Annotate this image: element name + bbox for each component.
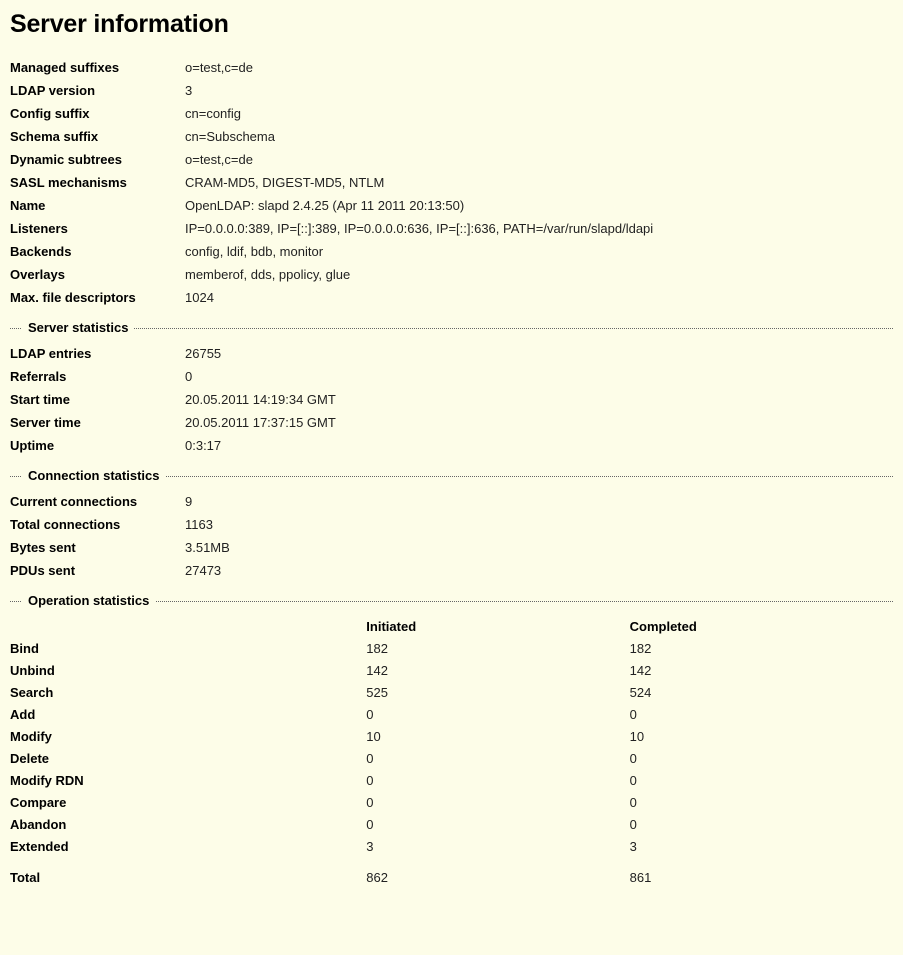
row-value: 0:3:17 xyxy=(185,438,222,453)
row-value: CRAM-MD5, DIGEST-MD5, NTLM xyxy=(185,175,385,190)
table-row xyxy=(10,686,893,708)
row-label: Abandon xyxy=(10,817,67,832)
column-header-completed: Completed xyxy=(629,619,697,634)
row-label: Start time xyxy=(10,392,70,407)
section-title: Server statistics xyxy=(22,320,134,335)
connection-statistics-table xyxy=(10,495,893,587)
column-header-blank xyxy=(10,620,366,642)
server-statistics-section xyxy=(10,320,893,462)
row-initiated: 0 xyxy=(366,817,374,832)
table-row xyxy=(10,370,893,393)
table-row xyxy=(10,752,893,774)
row-initiated: 10 xyxy=(366,729,381,744)
row-value: o=test,c=de xyxy=(185,60,253,75)
table-row xyxy=(10,61,893,84)
table-row xyxy=(10,439,893,462)
table-row xyxy=(10,840,893,862)
row-completed: 0 xyxy=(629,773,637,788)
row-label: Search xyxy=(10,685,54,700)
row-label: Bytes sent xyxy=(10,540,76,555)
row-label: Current connections xyxy=(10,494,138,509)
operation-statistics-section xyxy=(10,593,893,893)
row-completed: 0 xyxy=(629,707,637,722)
table-row xyxy=(10,416,893,439)
table-row-total xyxy=(10,862,893,893)
connection-statistics-rows xyxy=(10,495,893,587)
row-label: Server time xyxy=(10,415,81,430)
row-initiated: 525 xyxy=(366,685,388,700)
table-row xyxy=(10,730,893,752)
row-label: Dynamic subtrees xyxy=(10,152,122,167)
row-label: Referrals xyxy=(10,369,67,384)
row-label: Config suffix xyxy=(10,106,90,121)
row-completed: 0 xyxy=(629,817,637,832)
row-value: 26755 xyxy=(185,346,222,361)
connection-statistics-section xyxy=(10,468,893,587)
table-row xyxy=(10,84,893,107)
row-value: OpenLDAP: slapd 2.4.25 (Apr 11 2011 20:13:50) xyxy=(185,198,465,213)
row-value: 27473 xyxy=(185,563,222,578)
row-initiated: 0 xyxy=(366,707,374,722)
row-label: Schema suffix xyxy=(10,129,99,144)
table-row xyxy=(10,393,893,416)
row-label: Delete xyxy=(10,751,50,766)
table-row xyxy=(10,291,893,314)
table-row xyxy=(10,347,893,370)
row-initiated: 0 xyxy=(366,773,374,788)
row-initiated: 142 xyxy=(366,663,388,678)
operation-statistics-table xyxy=(10,620,893,893)
row-value: 3.51MB xyxy=(185,540,230,555)
row-label: Uptime xyxy=(10,438,55,453)
row-label: LDAP version xyxy=(10,83,96,98)
row-completed: 142 xyxy=(629,663,652,678)
table-row xyxy=(10,176,893,199)
row-label: Managed suffixes xyxy=(10,60,120,75)
table-row xyxy=(10,495,893,518)
row-value: 9 xyxy=(185,494,193,509)
row-label: Modify RDN xyxy=(10,773,84,788)
connection-statistics-body xyxy=(10,477,893,587)
server-statistics-body xyxy=(10,329,893,462)
row-initiated: 3 xyxy=(366,839,374,854)
table-row xyxy=(10,541,893,564)
row-completed: 10 xyxy=(629,729,645,744)
table-row xyxy=(10,642,893,664)
page-title: Server information xyxy=(10,10,229,38)
row-completed: 3 xyxy=(629,839,637,854)
table-row xyxy=(10,107,893,130)
row-label: Add xyxy=(10,707,36,722)
total-label: Total xyxy=(10,870,41,885)
row-label: PDUs sent xyxy=(10,563,76,578)
row-initiated: 0 xyxy=(366,751,374,766)
operation-statistics-fieldset xyxy=(10,593,893,893)
row-label: Listeners xyxy=(10,221,68,236)
total-initiated: 862 xyxy=(366,870,388,885)
row-value: IP=0.0.0.0:389, IP=[::]:389, IP=0.0.0.0:636, IP=[::]:636, PATH=/var/run/slapd/ldapi xyxy=(185,221,654,236)
row-value: 3 xyxy=(185,83,193,98)
row-label: Bind xyxy=(10,641,39,656)
row-label: Unbind xyxy=(10,663,55,678)
table-row xyxy=(10,796,893,818)
table-row xyxy=(10,708,893,730)
server-statistics-rows xyxy=(10,347,893,462)
row-label: Backends xyxy=(10,244,72,259)
row-label: Compare xyxy=(10,795,67,810)
row-completed: 182 xyxy=(629,641,652,656)
table-row xyxy=(10,245,893,268)
row-value: 0 xyxy=(185,369,193,384)
row-completed: 0 xyxy=(629,795,637,810)
table-row xyxy=(10,818,893,840)
row-label: LDAP entries xyxy=(10,346,92,361)
row-label: SASL mechanisms xyxy=(10,175,127,190)
table-header-row xyxy=(10,620,893,642)
row-value: memberof, dds, ppolicy, glue xyxy=(185,267,351,282)
table-row xyxy=(10,153,893,176)
row-value: config, ldif, bdb, monitor xyxy=(185,244,324,259)
row-value: 20.05.2011 17:37:15 GMT xyxy=(185,415,336,430)
row-initiated: 182 xyxy=(366,641,388,656)
row-value: cn=config xyxy=(185,106,242,121)
row-label: Name xyxy=(10,198,46,213)
connection-statistics-fieldset xyxy=(10,468,893,587)
table-row xyxy=(10,518,893,541)
row-value: 1024 xyxy=(185,290,214,305)
row-initiated: 0 xyxy=(366,795,374,810)
server-info-table xyxy=(10,61,893,314)
table-row xyxy=(10,130,893,153)
row-value: o=test,c=de xyxy=(185,152,253,167)
server-info-rows xyxy=(10,61,893,314)
section-title: Connection statistics xyxy=(22,468,165,483)
column-header-initiated: Initiated xyxy=(366,619,417,634)
row-completed: 524 xyxy=(629,685,652,700)
row-label: Total connections xyxy=(10,517,121,532)
table-row xyxy=(10,199,893,222)
server-statistics-fieldset xyxy=(10,320,893,462)
row-label: Max. file descriptors xyxy=(10,290,136,305)
server-statistics-table xyxy=(10,347,893,462)
table-row xyxy=(10,664,893,686)
row-completed: 0 xyxy=(629,751,637,766)
row-label: Overlays xyxy=(10,267,65,282)
row-value: 1163 xyxy=(185,517,213,532)
table-row xyxy=(10,268,893,291)
row-value: 20.05.2011 14:19:34 GMT xyxy=(185,392,336,407)
table-row xyxy=(10,774,893,796)
operation-statistics-rows xyxy=(10,642,893,893)
row-value: cn=Subschema xyxy=(185,129,275,144)
row-label: Modify xyxy=(10,729,52,744)
operation-statistics-header xyxy=(10,620,893,642)
table-row xyxy=(10,222,893,245)
section-title: Operation statistics xyxy=(22,593,155,608)
table-row xyxy=(10,564,893,587)
total-completed: 861 xyxy=(629,870,652,885)
row-label: Extended xyxy=(10,839,69,854)
operation-statistics-body xyxy=(10,602,893,893)
